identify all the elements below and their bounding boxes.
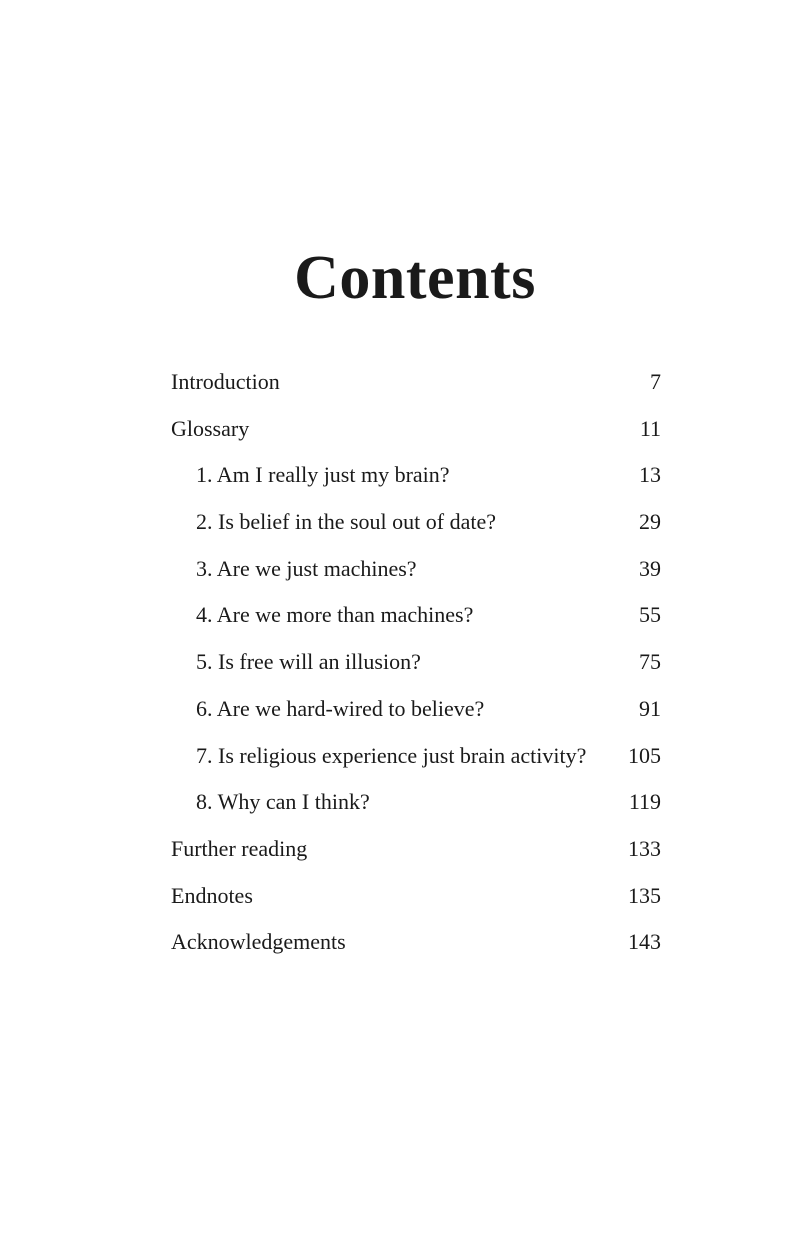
toc-entry-acknowledgements [171, 923, 661, 970]
toc-entry-label: 1. Am I really just my brain? [196, 462, 450, 488]
toc-entry-page-number: 55 [639, 602, 661, 628]
toc-entry-further-reading [171, 830, 661, 877]
toc-entry-glossary [171, 410, 661, 457]
toc-entry-label: Further reading [171, 835, 308, 861]
toc-entry-page-number: 29 [639, 509, 661, 535]
toc-entry-label: 7. Is religious experience just brain activity? [196, 742, 587, 768]
toc-entry-chapter-4 [171, 596, 661, 643]
toc-entry-label: Introduction [171, 369, 280, 394]
toc-entry-label: Acknowledgements [171, 929, 346, 955]
table-of-contents [171, 363, 661, 970]
toc-entry-page-number: 75 [639, 649, 661, 675]
toc-entry-label: 4. Are we more than machines? [196, 602, 474, 628]
toc-entry-chapter-6 [171, 690, 661, 737]
toc-entry-chapter-1 [171, 456, 661, 503]
toc-entry-chapter-8 [171, 783, 661, 830]
toc-entry-page-number: 133 [628, 835, 661, 861]
toc-entry-label: 6. Are we hard-wired to believe? [196, 695, 485, 721]
toc-entry-endnotes [171, 877, 661, 924]
toc-entry-page-number: 7 [650, 369, 661, 394]
toc-entry-page-number: 105 [628, 742, 661, 768]
toc-entry-label: 5. Is free will an illusion? [196, 649, 421, 675]
page-title: Contents [294, 244, 536, 312]
toc-entry-page-number: 91 [639, 695, 661, 721]
toc-entry-label: Endnotes [171, 882, 253, 908]
toc-entry-label: 8. Why can I think? [196, 789, 370, 815]
toc-entry-chapter-3 [171, 550, 661, 597]
toc-entry-page-number: 143 [628, 929, 661, 955]
toc-entry-introduction [171, 363, 661, 410]
toc-entry-page-number: 39 [639, 555, 661, 581]
toc-entry-chapter-7 [171, 737, 661, 784]
toc-entry-label: Glossary [171, 415, 250, 441]
toc-entry-label: 2. Is belief in the soul out of date? [196, 509, 496, 535]
toc-entry-page-number: 135 [628, 882, 661, 908]
toc-entry-page-number: 13 [639, 462, 661, 488]
toc-entry-chapter-5 [171, 643, 661, 690]
toc-entry-page-number: 119 [628, 789, 661, 815]
toc-entry-label: 3. Are we just machines? [196, 555, 417, 581]
toc-entry-page-number: 11 [639, 415, 661, 441]
toc-entry-chapter-2 [171, 503, 661, 550]
